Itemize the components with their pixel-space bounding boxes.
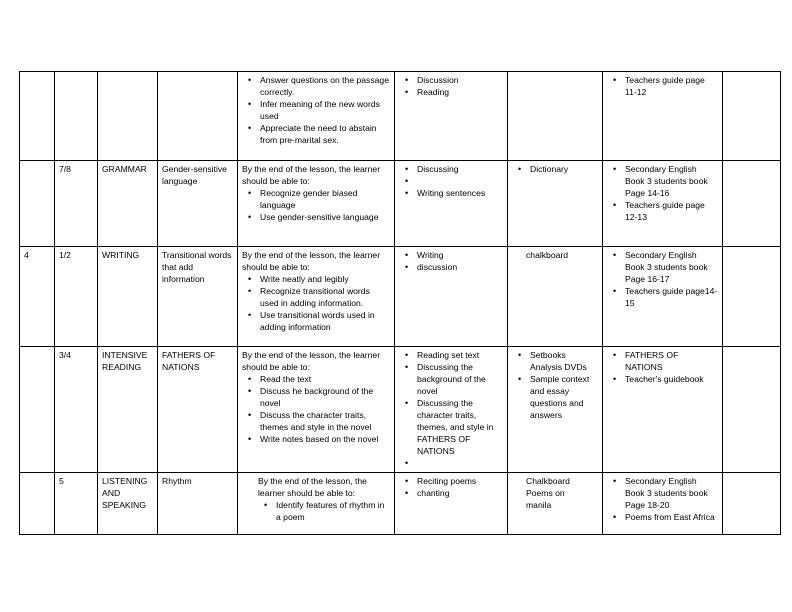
objectives-list xyxy=(242,273,390,333)
scheme-of-work-table xyxy=(19,71,781,535)
table-row xyxy=(20,347,781,473)
activities-list xyxy=(399,74,503,98)
list-item: • FATHERS OF NATIONS xyxy=(625,349,718,373)
list-item: • Teacher's guidebook xyxy=(625,373,718,385)
list-item: • Discussing xyxy=(417,163,503,175)
references-cell xyxy=(603,473,723,535)
table-row xyxy=(20,473,781,535)
objectives-list xyxy=(242,187,390,223)
list-item: • Sample context and essay questions and answers xyxy=(530,373,598,421)
list-item: • Secondary English Book 3 students book Page 18-20 xyxy=(625,475,718,511)
resources-cell xyxy=(508,161,603,247)
list-item: • Discussion xyxy=(417,74,503,86)
lesson-cell: 7/8 xyxy=(55,161,98,247)
objectives-cell xyxy=(238,72,395,161)
objectives-list xyxy=(242,74,390,146)
strand-cell: GRAMMAR xyxy=(98,161,158,247)
objectives-cell xyxy=(238,473,395,535)
references-list xyxy=(607,249,718,309)
references-cell xyxy=(603,161,723,247)
objectives-list xyxy=(242,499,390,523)
lesson-cell: 3/4 xyxy=(55,347,98,473)
activities-cell xyxy=(395,72,508,161)
references-list xyxy=(607,349,718,385)
strand-cell xyxy=(98,72,158,161)
spacer xyxy=(417,175,503,187)
list-item: • Discussing the character traits, themes, and style in FATHERS OF NATIONS xyxy=(417,397,503,457)
week-cell xyxy=(20,72,55,161)
sub-strand-cell xyxy=(158,72,238,161)
list-item: • Dictionary xyxy=(530,163,598,175)
list-item: • Teachers guide page 11-12 xyxy=(625,74,718,98)
resources-list xyxy=(512,163,598,175)
week-cell xyxy=(20,473,55,535)
list-item: • Use gender-sensitive language xyxy=(260,211,390,223)
list-item: • Poems from East Africa xyxy=(625,511,718,523)
list-item: • Teachers guide page14-15 xyxy=(625,285,718,309)
resources-cell xyxy=(508,347,603,473)
activities-list xyxy=(399,163,503,199)
lesson-cell xyxy=(55,72,98,161)
resources-cell xyxy=(508,72,603,161)
table-row xyxy=(20,161,781,247)
list-item: • Reading xyxy=(417,86,503,98)
resources-list xyxy=(512,349,598,421)
list-item: • Write neatly and legibly xyxy=(260,273,390,285)
list-item: • Setbooks Analysis DVDs xyxy=(530,349,598,373)
strand-cell: INTENSIVE READING xyxy=(98,347,158,473)
list-item: • Read the text xyxy=(260,373,390,385)
remarks-cell xyxy=(723,161,781,247)
activities-cell xyxy=(395,247,508,347)
remarks-cell xyxy=(723,347,781,473)
table-row xyxy=(20,72,781,161)
week-cell: 4 xyxy=(20,247,55,347)
list-item xyxy=(417,457,503,469)
strand-cell: LISTENING AND SPEAKING xyxy=(98,473,158,535)
list-item: • discussion xyxy=(417,261,503,273)
list-item: • Appreciate the need to abstain from pre-marital sex. xyxy=(260,122,390,146)
activities-cell xyxy=(395,347,508,473)
objectives-intro: By the end of the lesson, the learner should be able to: xyxy=(242,250,381,272)
remarks-cell xyxy=(723,72,781,161)
references-list xyxy=(607,163,718,223)
activities-list xyxy=(399,475,503,499)
activities-list xyxy=(399,349,503,469)
list-item: • Recognize transitional words used in adding information. xyxy=(260,285,390,309)
list-item: • Discuss he background of the novel xyxy=(260,385,390,409)
list-item: • Discuss the character traits, themes and style in the novel xyxy=(260,409,390,433)
list-item: • Secondary English Book 3 students book Page 14-16 xyxy=(625,163,718,199)
sub-strand-cell: Transitional words that add information xyxy=(158,247,238,347)
list-item: • Secondary English Book 3 students book Page 16-17 xyxy=(625,249,718,285)
objectives-intro: By the end of the lesson, the learner should be able to: xyxy=(242,350,381,372)
remarks-cell xyxy=(723,247,781,347)
table-row xyxy=(20,247,781,347)
list-item: • Use transitional words used in adding information xyxy=(260,309,390,333)
list-item: • Writing xyxy=(417,249,503,261)
resources-cell: chalkboard xyxy=(508,247,603,347)
lesson-cell: 5 xyxy=(55,473,98,535)
strand-cell: WRITING xyxy=(98,247,158,347)
week-cell xyxy=(20,347,55,473)
sub-strand-cell: Gender-sensitive language xyxy=(158,161,238,247)
week-cell xyxy=(20,161,55,247)
list-item: • Infer meaning of the new words used xyxy=(260,98,390,122)
objectives-intro: By the end of the lesson, the learner should be able to: xyxy=(258,476,367,498)
resources-cell: Chalkboard Poems on manila xyxy=(508,473,603,535)
list-item: • Answer questions on the passage correctly. xyxy=(260,74,390,98)
objectives-cell xyxy=(238,247,395,347)
remarks-cell xyxy=(723,473,781,535)
list-item: • Identify features of rhythm in a poem xyxy=(276,499,390,523)
list-item: • Teachers guide page 12-13 xyxy=(625,199,718,223)
list-item: • Reciting poems xyxy=(417,475,503,487)
lesson-cell: 1/2 xyxy=(55,247,98,347)
references-list xyxy=(607,475,718,523)
objectives-cell xyxy=(238,161,395,247)
list-item: • chanting xyxy=(417,487,503,499)
references-cell xyxy=(603,347,723,473)
references-cell xyxy=(603,247,723,347)
list-item: • Recognize gender biased language xyxy=(260,187,390,211)
sub-strand-cell: FATHERS OF NATIONS xyxy=(158,347,238,473)
activities-cell xyxy=(395,161,508,247)
list-item: • Writing sentences xyxy=(417,187,503,199)
activities-cell xyxy=(395,473,508,535)
objectives-cell xyxy=(238,347,395,473)
objectives-intro: By the end of the lesson, the learner should be able to: xyxy=(242,164,381,186)
references-list xyxy=(607,74,718,98)
objectives-list xyxy=(242,373,390,445)
list-item: • Reading set text xyxy=(417,349,503,361)
references-cell xyxy=(603,72,723,161)
activities-list xyxy=(399,249,503,273)
sub-strand-cell: Rhythm xyxy=(158,473,238,535)
list-item: • Discussing the background of the novel xyxy=(417,361,503,397)
list-item: • Write notes based on the novel xyxy=(260,433,390,445)
